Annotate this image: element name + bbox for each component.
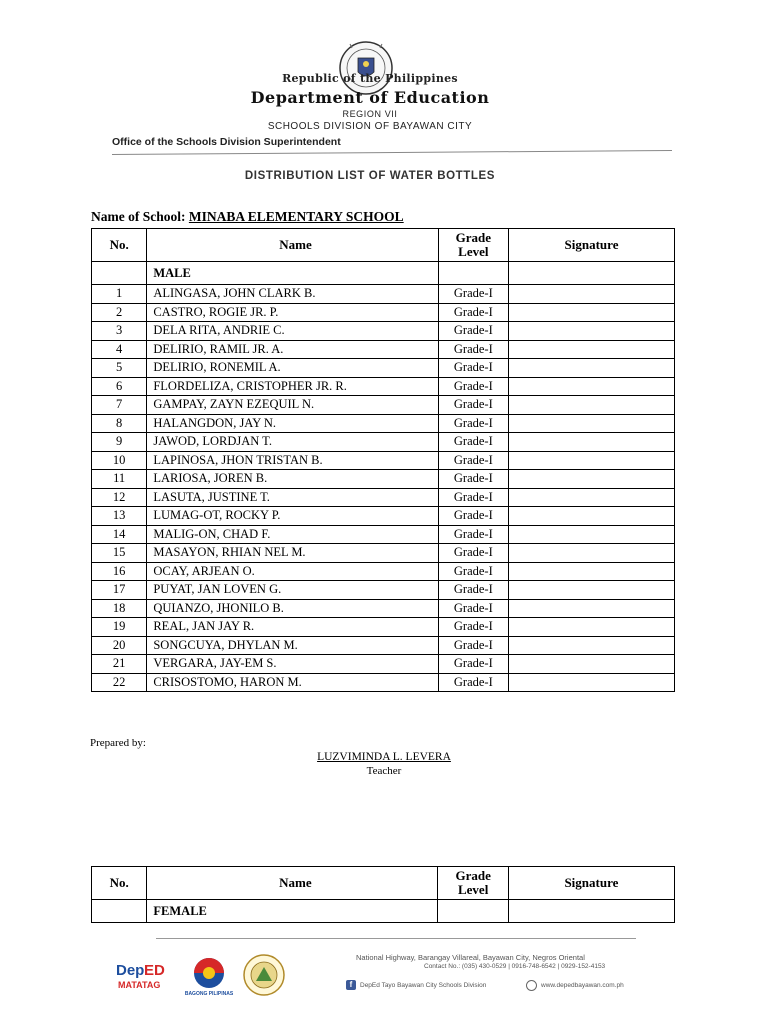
table-row xyxy=(92,451,675,470)
row-number: 11 xyxy=(92,470,147,489)
table-row xyxy=(92,581,675,600)
section-label-female: FEMALE xyxy=(147,900,438,923)
signature-cell xyxy=(509,581,675,600)
empty-cell xyxy=(92,262,147,285)
col-header-signature: Signature xyxy=(508,867,674,900)
student-name: QUIANZO, JHONILO B. xyxy=(147,599,438,618)
signature-cell xyxy=(509,562,675,581)
row-number: 2 xyxy=(92,303,147,322)
facebook-page-name: DepEd Tayo Bayawan City Schools Division xyxy=(360,981,487,989)
table-row xyxy=(92,303,675,322)
svg-text:Dep: Dep xyxy=(116,962,145,979)
grade-level: Grade-I xyxy=(438,451,508,470)
empty-cell xyxy=(508,900,674,923)
grade-level: Grade-I xyxy=(438,655,508,674)
grade-level: Grade-I xyxy=(438,618,508,637)
grade-level: Grade-I xyxy=(438,525,508,544)
row-number: 21 xyxy=(92,655,147,674)
empty-cell xyxy=(92,900,147,923)
footer-website xyxy=(526,980,624,991)
student-name: OCAY, ARJEAN O. xyxy=(147,562,438,581)
row-number: 17 xyxy=(92,581,147,600)
bayawan-division-seal-logo xyxy=(242,953,286,997)
empty-cell xyxy=(438,900,508,923)
grade-header-line2: Level xyxy=(457,882,489,897)
table-row xyxy=(92,636,675,655)
row-number: 22 xyxy=(92,673,147,692)
table-row xyxy=(92,525,675,544)
grade-level: Grade-I xyxy=(438,303,508,322)
signature-cell xyxy=(509,359,675,378)
grade-level: Grade-I xyxy=(438,544,508,563)
signature-cell xyxy=(509,433,675,452)
signature-cell xyxy=(509,322,675,341)
row-number: 13 xyxy=(92,507,147,526)
row-number: 19 xyxy=(92,618,147,637)
signature-cell xyxy=(509,618,675,637)
signature-cell xyxy=(509,655,675,674)
signature-cell xyxy=(509,303,675,322)
student-name: REAL, JAN JAY R. xyxy=(147,618,438,637)
grade-level: Grade-I xyxy=(438,636,508,655)
row-number: 14 xyxy=(92,525,147,544)
signature-cell xyxy=(509,470,675,489)
signature-cell xyxy=(509,507,675,526)
row-number: 9 xyxy=(92,433,147,452)
preparer-name: LUZVIMINDA L. LEVERA xyxy=(317,751,451,763)
student-name: MALIG-ON, CHAD F. xyxy=(147,525,438,544)
preparer-block xyxy=(0,751,768,763)
grade-header-line2: Level xyxy=(458,244,489,259)
signature-cell xyxy=(509,599,675,618)
table-row xyxy=(92,507,675,526)
student-name: MASAYON, RHIAN NEL M. xyxy=(147,544,438,563)
row-number: 15 xyxy=(92,544,147,563)
student-name: JAWOD, LORDJAN T. xyxy=(147,433,438,452)
region-text: REGION VII xyxy=(342,109,398,119)
grade-level: Grade-I xyxy=(438,488,508,507)
col-header-name: Name xyxy=(147,229,438,262)
grade-level: Grade-I xyxy=(438,396,508,415)
signature-cell xyxy=(509,544,675,563)
signature-cell xyxy=(509,673,675,692)
row-number: 20 xyxy=(92,636,147,655)
student-name: FLORDELIZA, CRISTOPHER JR. R. xyxy=(147,377,438,396)
female-roster-table xyxy=(91,866,675,923)
table-row xyxy=(92,562,675,581)
row-number: 3 xyxy=(92,322,147,341)
row-number: 7 xyxy=(92,396,147,415)
signature-cell xyxy=(509,396,675,415)
col-header-no: No. xyxy=(92,229,147,262)
footer-facebook xyxy=(346,980,486,990)
row-number: 1 xyxy=(92,285,147,304)
student-name: LAPINOSA, JHON TRISTAN B. xyxy=(147,451,438,470)
svg-text:MATATAG: MATATAG xyxy=(118,980,161,990)
grade-level: Grade-I xyxy=(438,322,508,341)
division-text: SCHOOLS DIVISION OF BAYAWAN CITY xyxy=(267,121,473,132)
grade-level: Grade-I xyxy=(438,581,508,600)
table-row xyxy=(92,488,675,507)
grade-level: Grade-I xyxy=(438,599,508,618)
student-name: SONGCUYA, DHYLAN M. xyxy=(147,636,438,655)
table-row xyxy=(92,340,675,359)
table-header-row xyxy=(92,229,675,262)
deped-matatag-logo xyxy=(114,957,172,997)
website-url: www.depedbayawan.com.ph xyxy=(541,982,624,989)
grade-level: Grade-I xyxy=(438,673,508,692)
row-number: 4 xyxy=(92,340,147,359)
signature-cell xyxy=(509,636,675,655)
signature-cell xyxy=(509,414,675,433)
row-number: 12 xyxy=(92,488,147,507)
signature-cell xyxy=(509,451,675,470)
table-row xyxy=(92,322,675,341)
grade-level: Grade-I xyxy=(438,470,508,489)
school-name: MINABA ELEMENTARY SCHOOL xyxy=(188,209,404,224)
grade-header-line1: Grade xyxy=(455,230,492,245)
svg-text:ED: ED xyxy=(144,962,165,979)
school-label: Name of School: xyxy=(91,209,186,224)
row-number: 16 xyxy=(92,562,147,581)
table-row xyxy=(92,618,675,637)
facebook-icon: f xyxy=(346,980,356,990)
republic-text: Republic of the Philippines xyxy=(282,72,458,85)
empty-cell xyxy=(509,262,675,285)
student-name: GAMPAY, ZAYN EZEQUIL N. xyxy=(147,396,438,415)
col-header-no: No. xyxy=(92,867,147,900)
table-row xyxy=(92,377,675,396)
male-roster-body xyxy=(92,262,675,692)
grade-level: Grade-I xyxy=(438,377,508,396)
svg-text:BAGONG PILIPINAS: BAGONG PILIPINAS xyxy=(184,991,234,997)
student-name: DELA RITA, ANDRIE C. xyxy=(147,322,438,341)
grade-level: Grade-I xyxy=(438,507,508,526)
student-name: LUMAG-OT, ROCKY P. xyxy=(147,507,438,526)
section-label-male: MALE xyxy=(147,262,438,285)
table-row xyxy=(92,396,675,415)
empty-cell xyxy=(438,262,508,285)
footer-address: National Highway, Barangay Villareal, Bayawan City, Negros Oriental xyxy=(356,953,585,962)
student-name: ALINGASA, JOHN CLARK B. xyxy=(147,285,438,304)
grade-level: Grade-I xyxy=(438,433,508,452)
male-roster-table xyxy=(91,228,675,692)
table-row xyxy=(92,359,675,378)
col-header-grade xyxy=(438,229,508,262)
col-header-name: Name xyxy=(147,867,438,900)
grade-level: Grade-I xyxy=(438,562,508,581)
grade-header-line1: Grade xyxy=(455,868,491,883)
section-row-female xyxy=(92,900,675,923)
document-title: DISTRIBUTION LIST OF WATER BOTTLES xyxy=(244,170,496,182)
grade-level: Grade-I xyxy=(438,340,508,359)
signature-cell xyxy=(509,340,675,359)
student-name: CRISOSTOMO, HARON M. xyxy=(147,673,438,692)
table-row xyxy=(92,673,675,692)
grade-level: Grade-I xyxy=(438,414,508,433)
row-number: 5 xyxy=(92,359,147,378)
office-text: Office of the Schools Division Superintendent xyxy=(112,136,341,148)
student-name: CASTRO, ROGIE JR. P. xyxy=(147,303,438,322)
table-row xyxy=(92,285,675,304)
student-name: LARIOSA, JOREN B. xyxy=(147,470,438,489)
table-row xyxy=(92,544,675,563)
table-row xyxy=(92,655,675,674)
row-number: 6 xyxy=(92,377,147,396)
signature-cell xyxy=(509,377,675,396)
footer-contact: Contact No.: (035) 430-0529 | 0916-748-6542 | 0929-152-4153 xyxy=(424,963,606,970)
table-row xyxy=(92,414,675,433)
table-row xyxy=(92,470,675,489)
col-header-grade xyxy=(438,867,508,900)
student-name: DELIRIO, RAMIL JR. A. xyxy=(147,340,438,359)
preparer-role: Teacher xyxy=(366,765,402,777)
student-name: LASUTA, JUSTINE T. xyxy=(147,488,438,507)
row-number: 10 xyxy=(92,451,147,470)
signature-cell xyxy=(509,285,675,304)
department-name: Department of Education xyxy=(250,88,490,107)
footer-divider xyxy=(156,938,636,939)
student-name: VERGARA, JAY-EM S. xyxy=(147,655,438,674)
grade-level: Grade-I xyxy=(438,285,508,304)
row-number: 8 xyxy=(92,414,147,433)
student-name: HALANGDON, JAY N. xyxy=(147,414,438,433)
signature-cell xyxy=(509,488,675,507)
grade-level: Grade-I xyxy=(438,359,508,378)
table-row xyxy=(92,433,675,452)
table-row xyxy=(92,599,675,618)
bagong-pilipinas-logo xyxy=(180,955,238,997)
signature-cell xyxy=(509,525,675,544)
prepared-by-label: Prepared by: xyxy=(90,737,146,749)
header-divider xyxy=(112,150,672,155)
section-row-male xyxy=(92,262,675,285)
student-name: DELIRIO, RONEMIL A. xyxy=(147,359,438,378)
school-line xyxy=(91,209,404,225)
table-header-row xyxy=(92,867,675,900)
row-number: 18 xyxy=(92,599,147,618)
globe-icon xyxy=(526,980,537,991)
student-name: PUYAT, JAN LOVEN G. xyxy=(147,581,438,600)
col-header-signature: Signature xyxy=(509,229,675,262)
